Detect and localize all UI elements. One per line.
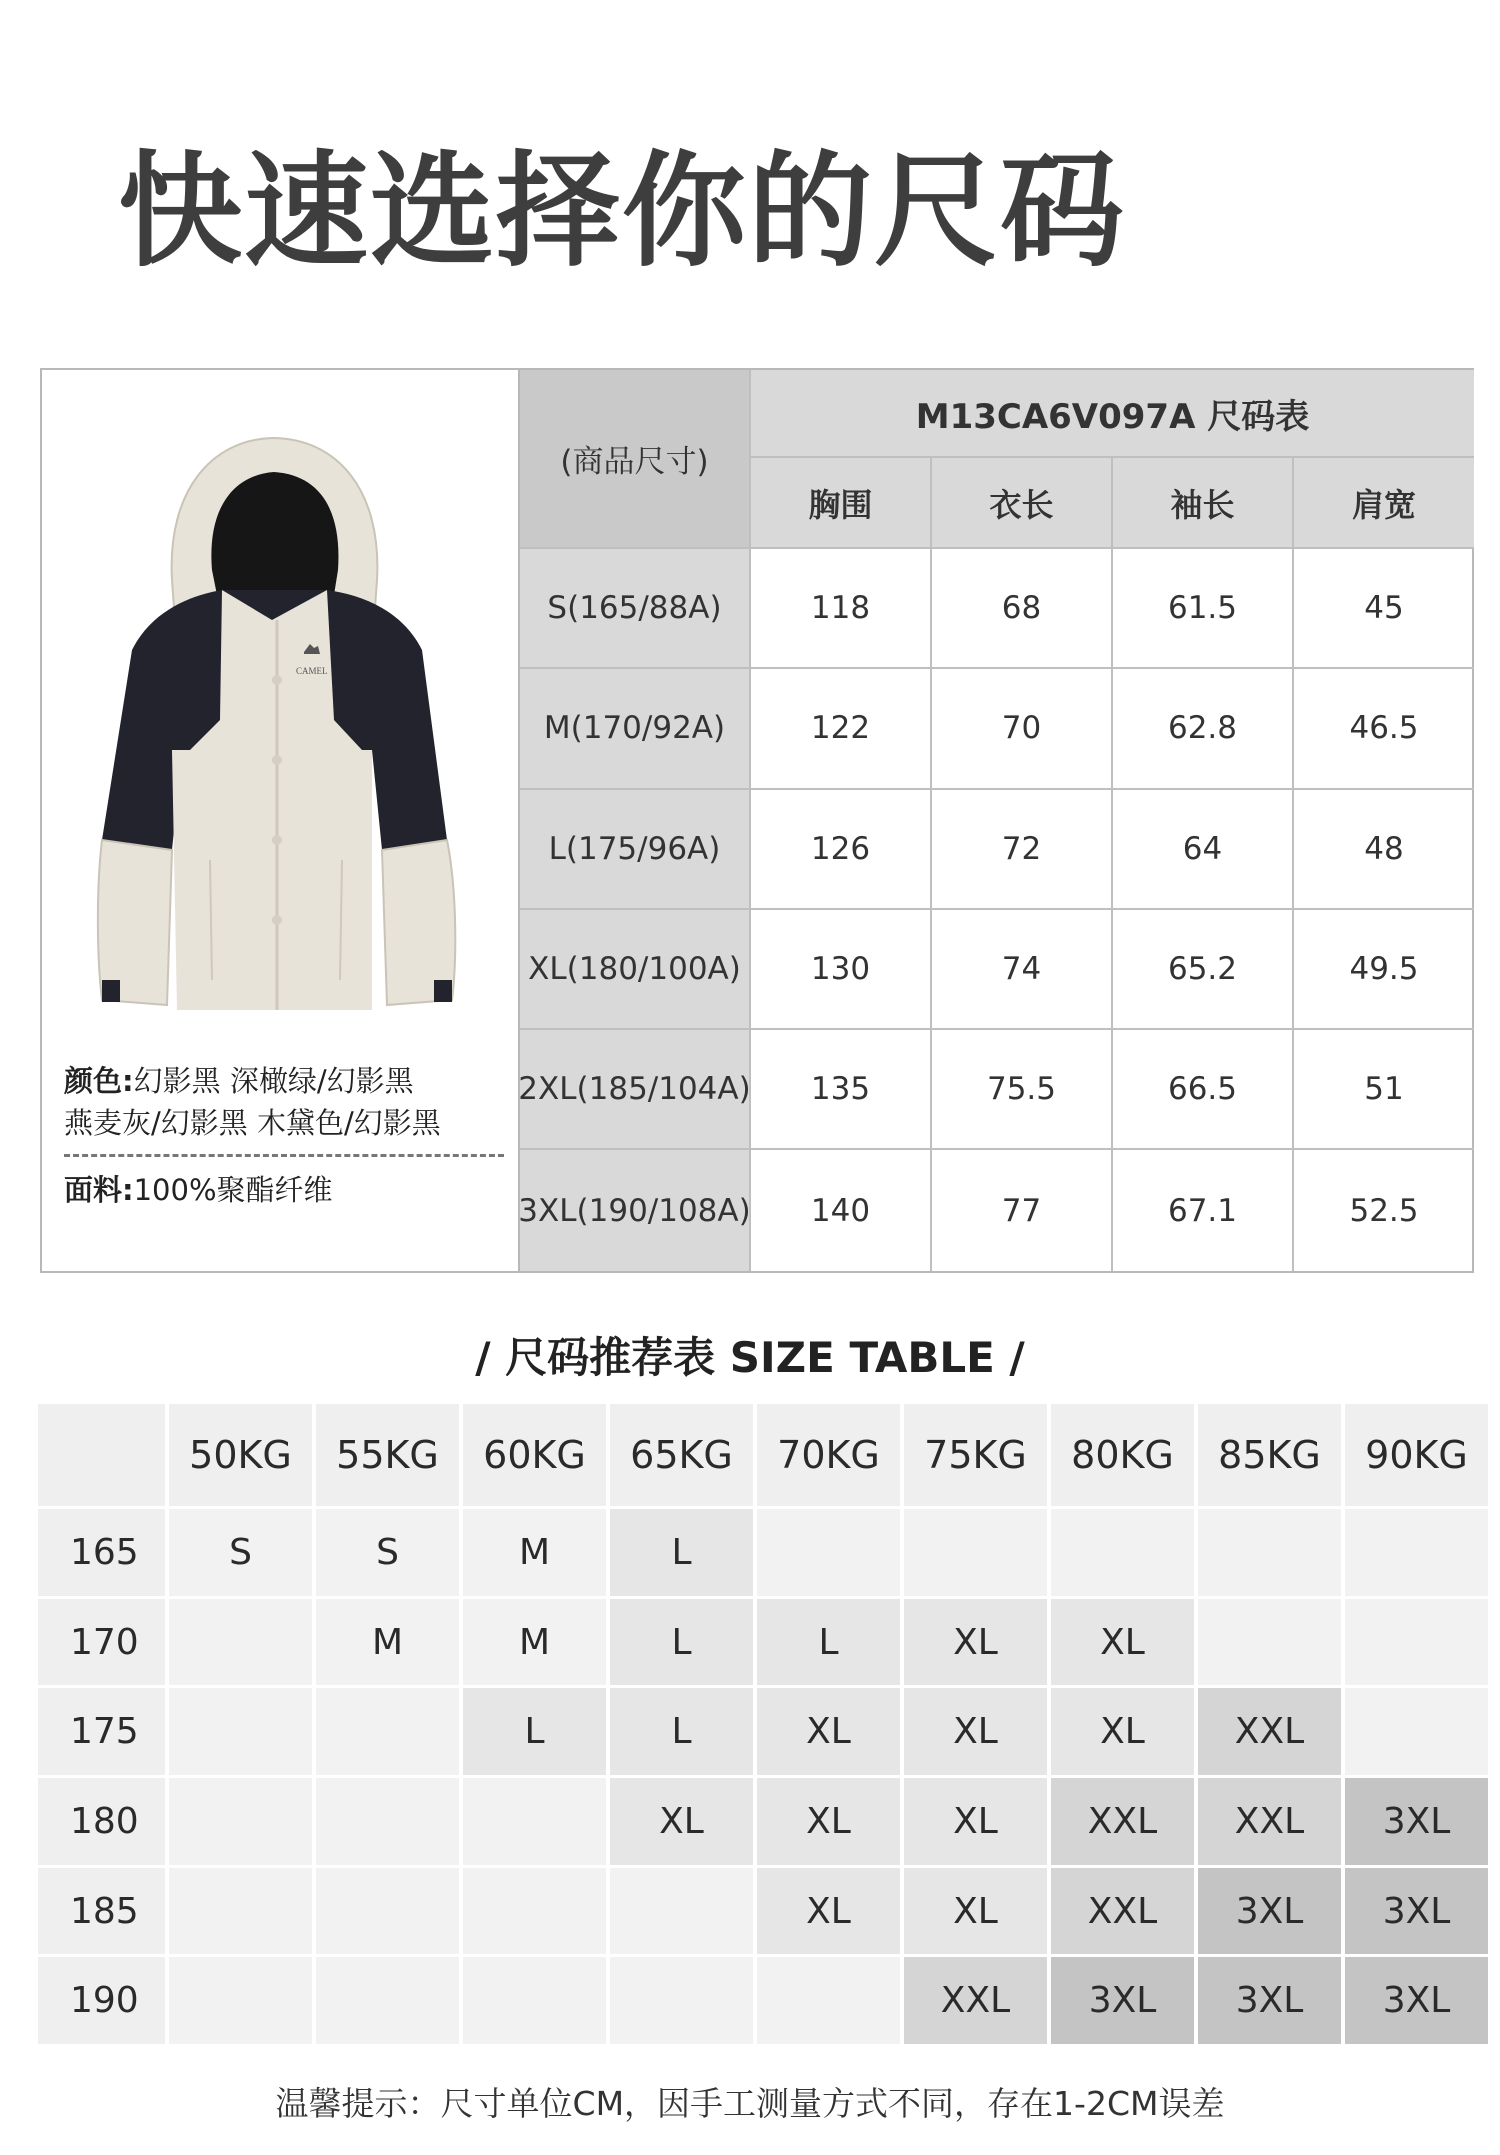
- size-cell: [316, 1868, 459, 1955]
- size-cell: M: [463, 1509, 606, 1596]
- fabric-value: 100%聚酯纤维: [133, 1173, 333, 1207]
- size-cell: 3XL: [1345, 1868, 1488, 1955]
- spec-cell: 64: [1113, 790, 1294, 910]
- size-cell: [463, 1957, 606, 2044]
- size-cell: [1198, 1599, 1341, 1686]
- color-line-1: 幻影黑 深橄绿/幻影黑: [133, 1064, 414, 1098]
- spec-cell: 122: [751, 669, 932, 789]
- spec-size-label: S(165/88A): [520, 549, 751, 669]
- spec-cell: 135: [751, 1030, 932, 1150]
- logo-text: CAMEL: [296, 666, 328, 676]
- spec-cell: 61.5: [1113, 549, 1294, 669]
- size-cell: [757, 1957, 900, 2044]
- size-cell: 3XL: [1051, 1957, 1194, 2044]
- height-label: 180: [38, 1778, 165, 1865]
- spec-cell: 118: [751, 549, 932, 669]
- size-cell: S: [169, 1509, 312, 1596]
- size-cell: L: [610, 1599, 753, 1686]
- size-cell: [316, 1778, 459, 1865]
- height-label: 185: [38, 1868, 165, 1955]
- page-title: 快速选择你的尺码: [118, 140, 1127, 284]
- size-cell: [1345, 1509, 1488, 1596]
- spec-cell: 48: [1294, 790, 1474, 910]
- fabric-label: 面料:: [64, 1173, 134, 1207]
- spec-cell: 66.5: [1113, 1030, 1294, 1150]
- size-cell: XL: [757, 1868, 900, 1955]
- spec-cell: 72: [932, 790, 1113, 910]
- size-cell: M: [316, 1599, 459, 1686]
- jacket-image: [72, 420, 492, 1050]
- spec-model-title: M13CA6V097A 尺码表: [751, 370, 1474, 458]
- size-cell: XL: [757, 1778, 900, 1865]
- spec-cell: 75.5: [932, 1030, 1113, 1150]
- size-cell: [169, 1957, 312, 2044]
- size-cell: [463, 1778, 606, 1865]
- spec-cell: 46.5: [1294, 669, 1474, 789]
- size-cell: XXL: [1051, 1868, 1194, 1955]
- size-cell: XL: [1051, 1599, 1194, 1686]
- height-label: 165: [38, 1509, 165, 1596]
- size-cell: [610, 1868, 753, 1955]
- size-cell: XXL: [1198, 1778, 1341, 1865]
- spec-grid: [520, 370, 1474, 1271]
- size-cell: XXL: [904, 1957, 1047, 2044]
- height-label: 170: [38, 1599, 165, 1686]
- weight-header: 70KG: [757, 1404, 900, 1506]
- spec-cell: 70: [932, 669, 1113, 789]
- size-cell: XL: [904, 1688, 1047, 1775]
- spec-cell: 45: [1294, 549, 1474, 669]
- size-cell: [316, 1957, 459, 2044]
- size-cell: [169, 1868, 312, 1955]
- spec-table-panel: [40, 368, 1474, 1273]
- size-cell: L: [610, 1509, 753, 1596]
- spec-cell: 126: [751, 790, 932, 910]
- size-cell: [1198, 1509, 1341, 1596]
- spec-cell: 51: [1294, 1030, 1474, 1150]
- spec-col-header: 胸围: [751, 458, 932, 549]
- size-cell: L: [757, 1599, 900, 1686]
- size-cell: [757, 1509, 900, 1596]
- size-cell: S: [316, 1509, 459, 1596]
- size-cell: XL: [904, 1778, 1047, 1865]
- size-cell: 3XL: [1198, 1957, 1341, 2044]
- size-cell: [169, 1778, 312, 1865]
- size-cell: L: [610, 1688, 753, 1775]
- measurement-note: 温馨提示：尺寸单位CM，因手工测量方式不同，存在1-2CM误差: [275, 2084, 1225, 2123]
- weight-header: 85KG: [1198, 1404, 1341, 1506]
- color-line-2: 燕麦灰/幻影黑 木黛色/幻影黑: [64, 1106, 441, 1140]
- weight-header: 65KG: [610, 1404, 753, 1506]
- product-panel: [42, 370, 520, 1271]
- size-cell: [610, 1957, 753, 2044]
- size-cell: [316, 1688, 459, 1775]
- height-label: 190: [38, 1957, 165, 2044]
- weight-header: 55KG: [316, 1404, 459, 1506]
- spec-cell: 140: [751, 1150, 932, 1270]
- size-cell: [463, 1868, 606, 1955]
- spec-cell: 49.5: [1294, 910, 1474, 1030]
- weight-header: 90KG: [1345, 1404, 1488, 1506]
- size-cell: XL: [1051, 1688, 1194, 1775]
- size-cell: 3XL: [1345, 1957, 1488, 2044]
- spec-col-header: 袖长: [1113, 458, 1294, 549]
- spec-corner-label: (商品尺寸): [520, 370, 751, 549]
- product-info: [64, 1060, 504, 1211]
- corner-cell: [38, 1404, 165, 1506]
- size-cell: [169, 1688, 312, 1775]
- weight-header: 60KG: [463, 1404, 606, 1506]
- dashed-divider: [64, 1154, 504, 1157]
- size-cell: XL: [904, 1868, 1047, 1955]
- weight-header: 75KG: [904, 1404, 1047, 1506]
- size-cell: XL: [757, 1688, 900, 1775]
- size-cell: 3XL: [1198, 1868, 1341, 1955]
- size-cell: XL: [904, 1599, 1047, 1686]
- spec-cell: 67.1: [1113, 1150, 1294, 1270]
- size-cell: XL: [610, 1778, 753, 1865]
- size-cell: [1345, 1599, 1488, 1686]
- size-recommend-table: [38, 1404, 1478, 2030]
- size-cell: M: [463, 1599, 606, 1686]
- size-cell: XXL: [1198, 1688, 1341, 1775]
- spec-cell: 130: [751, 910, 932, 1030]
- spec-cell: 68: [932, 549, 1113, 669]
- spec-size-label: XL(180/100A): [520, 910, 751, 1030]
- spec-cell: 52.5: [1349, 1192, 1419, 1229]
- spec-size-label: 2XL(185/104A): [520, 1030, 751, 1150]
- size-cell: [169, 1599, 312, 1686]
- size-table-title: / 尺码推荐表 SIZE TABLE /: [475, 1333, 1025, 1382]
- size-cell: [1345, 1688, 1488, 1775]
- size-cell: XXL: [1051, 1778, 1194, 1865]
- spec-cell: 62.8: [1113, 669, 1294, 789]
- spec-size-label: 3XL(190/108A): [520, 1150, 751, 1270]
- spec-cell: 74: [932, 910, 1113, 1030]
- spec-col-header: 肩宽: [1294, 458, 1474, 549]
- spec-col-header: 衣长: [932, 458, 1113, 549]
- color-label: 颜色:: [64, 1064, 134, 1098]
- size-cell: [1051, 1509, 1194, 1596]
- weight-header: 80KG: [1051, 1404, 1194, 1506]
- spec-size-label: M(170/92A): [520, 669, 751, 789]
- size-cell: [904, 1509, 1047, 1596]
- weight-header: 50KG: [169, 1404, 312, 1506]
- spec-size-label: L(175/96A): [520, 790, 751, 910]
- size-cell: L: [463, 1688, 606, 1775]
- spec-cell: 77: [932, 1150, 1113, 1270]
- size-cell: 3XL: [1345, 1778, 1488, 1865]
- spec-cell: 65.2: [1113, 910, 1294, 1030]
- height-label: 175: [38, 1688, 165, 1775]
